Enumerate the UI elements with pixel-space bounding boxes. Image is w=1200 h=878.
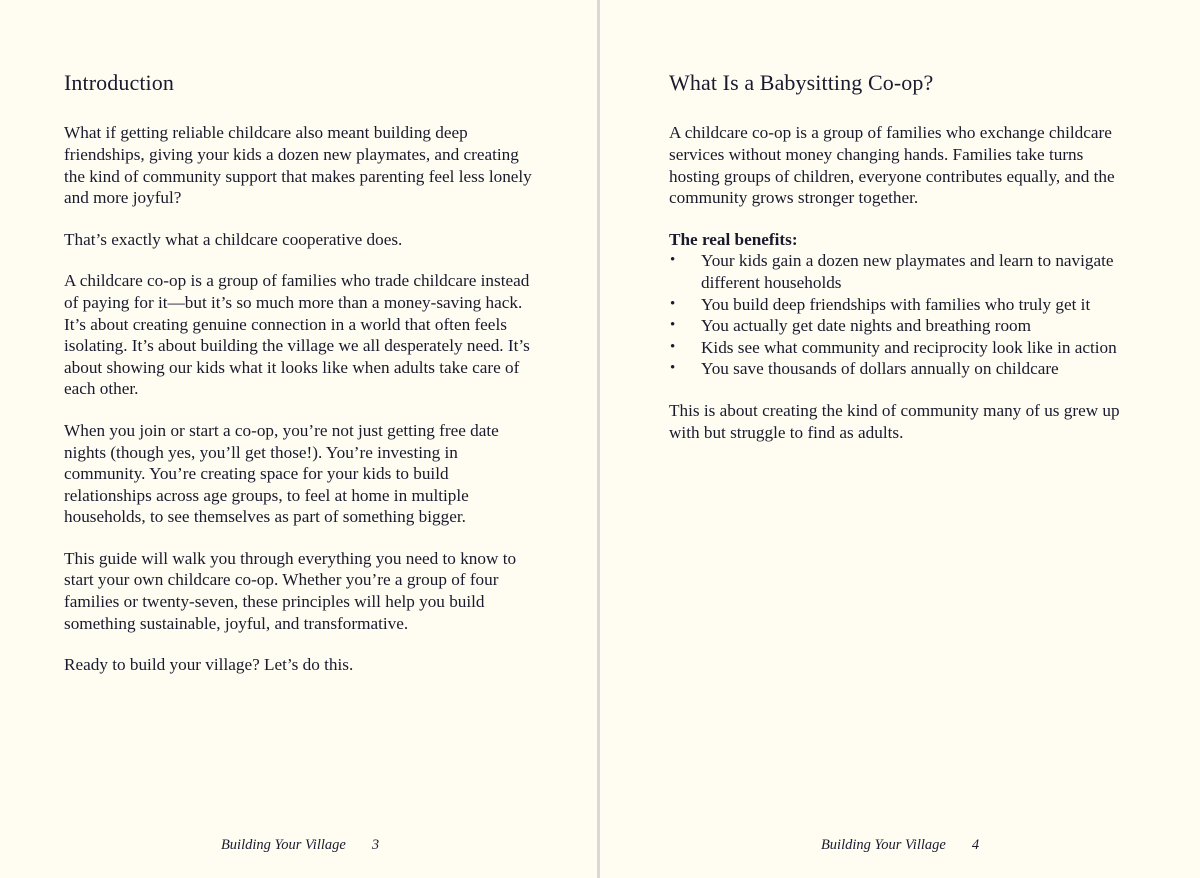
paragraph: A childcare co-op is a group of families who exchange childcare services without money changing hands. Families take turns hosting groups of children, everyone contributes equally, and the community grows stronger together. bbox=[669, 123, 1115, 208]
paragraph: A childcare co-op is a group of families who trade childcare instead of paying for it—but it’s so much more than a money-saving hack. It’s about creating genuine connection in a world that often feels isolating. It’s about building the village we all desperately need. It’s about showing our kids what it looks like when adults take care of each other. bbox=[64, 271, 530, 399]
left-page-footer bbox=[0, 838, 600, 853]
paragraph: Ready to build your village? Let’s do this. bbox=[64, 655, 354, 675]
bullet-icon: • bbox=[670, 295, 676, 312]
benefits-list bbox=[669, 250, 1130, 380]
footer-page-number: 4 bbox=[971, 836, 980, 853]
list-item bbox=[669, 315, 1130, 337]
left-page-heading: Introduction bbox=[64, 70, 174, 95]
bullet-icon: • bbox=[670, 360, 676, 377]
list-item bbox=[669, 250, 1130, 293]
list-item bbox=[669, 358, 1130, 380]
paragraph: This guide will walk you through everything you need to know to start your own childcare co-op. Whether you’re a group of four families or twenty-seven, these principles will help you build something sustainable, joyful, and transformative. bbox=[64, 548, 517, 633]
list-item bbox=[669, 337, 1130, 359]
bullet-icon: • bbox=[670, 338, 676, 355]
list-item-label: You actually get date nights and breathing room bbox=[701, 316, 1032, 336]
footer-page-number: 3 bbox=[371, 836, 380, 853]
paragraph: That’s exactly what a childcare cooperative does. bbox=[64, 229, 403, 249]
bullet-icon: • bbox=[670, 252, 676, 269]
paragraph: What if getting reliable childcare also meant building deep friendships, giving your kids a dozen new playmates, and creating the kind of community support that makes parenting feel less lonely and more joyful? bbox=[64, 123, 532, 208]
footer-book-title: Building Your Village bbox=[220, 836, 346, 853]
list-item-label: You save thousands of dollars annually on childcare bbox=[701, 359, 1059, 379]
paragraph: This is about creating the kind of community many of us grew up with but struggle to find as adults. bbox=[669, 400, 1120, 442]
right-page bbox=[600, 0, 1200, 878]
list-item-label: Kids see what community and reciprocity look like in action bbox=[701, 337, 1117, 357]
benefits-label: The real benefits: bbox=[669, 229, 798, 249]
right-page-heading: What Is a Babysitting Co-op? bbox=[669, 70, 934, 95]
right-page-footer bbox=[600, 838, 1200, 853]
bullet-icon: • bbox=[670, 317, 676, 334]
paragraph: When you join or start a co-op, you’re not just getting free date nights (though yes, you’ll get those!). You’re investing in community. You’re creating space for your kids to build relationships across age groups, to feel at home in multiple households, to see themselves as part of something bigger. bbox=[64, 420, 499, 527]
list-item-label: Your kids gain a dozen new playmates and learn to navigate different households bbox=[701, 251, 1114, 292]
list-item bbox=[669, 294, 1130, 316]
footer-book-title: Building Your Village bbox=[820, 836, 946, 853]
list-item-label: You build deep friendships with families who truly get it bbox=[701, 294, 1091, 314]
